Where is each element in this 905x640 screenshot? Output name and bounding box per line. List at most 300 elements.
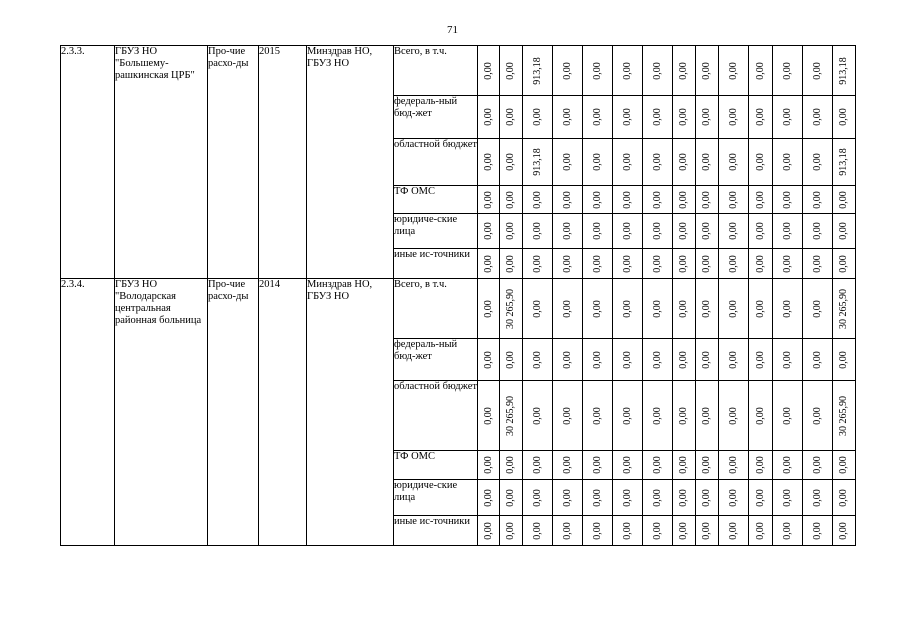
value-cell xyxy=(583,46,613,96)
value-cell xyxy=(500,96,523,139)
value-text: 0,00 xyxy=(727,190,739,209)
value-text: 0,00 xyxy=(505,190,516,209)
value-cell xyxy=(583,96,613,139)
value-text: 913,18 xyxy=(838,148,849,176)
value-text: 0,00 xyxy=(701,456,712,474)
value-text: 0,00 xyxy=(531,406,543,425)
value-cell xyxy=(719,186,749,214)
value-cell xyxy=(673,381,696,451)
value-cell xyxy=(749,249,773,279)
value-cell xyxy=(643,96,673,139)
value-text: 0,00 xyxy=(811,350,823,369)
value-text: 0,00 xyxy=(811,153,823,171)
value-text: 0,00 xyxy=(781,108,793,126)
value-text: 0,00 xyxy=(754,406,766,425)
value-text: 0,00 xyxy=(701,190,712,209)
value-text: 0,00 xyxy=(482,108,494,126)
value-text: 0,00 xyxy=(781,190,793,209)
value-text: 0,00 xyxy=(754,222,766,240)
value-text: 0,00 xyxy=(561,488,573,507)
value-cell xyxy=(803,480,833,516)
value-cell xyxy=(673,339,696,381)
value-text: 0,00 xyxy=(781,456,793,474)
item-code: 2.3.3. xyxy=(61,46,115,279)
value-text: 0,00 xyxy=(505,254,516,273)
value-text: 0,00 xyxy=(561,222,573,240)
value-text: 0,00 xyxy=(754,521,766,540)
value-cell xyxy=(833,339,856,381)
value-text: 0,00 xyxy=(621,521,633,540)
customer: Минздрав НО, ГБУЗ НО xyxy=(307,46,394,279)
value-text: 0,00 xyxy=(651,350,663,369)
value-cell xyxy=(613,46,643,96)
value-cell xyxy=(773,451,803,480)
value-cell xyxy=(719,46,749,96)
value-cell xyxy=(773,46,803,96)
value-cell xyxy=(553,249,583,279)
value-cell xyxy=(749,186,773,214)
value-text: 0,00 xyxy=(678,456,689,474)
value-text: 0,00 xyxy=(591,456,603,474)
value-cell xyxy=(643,46,673,96)
value-cell xyxy=(773,186,803,214)
value-text: 0,00 xyxy=(531,222,543,240)
value-cell xyxy=(833,480,856,516)
value-text: 0,00 xyxy=(505,222,516,240)
value-cell xyxy=(613,516,643,546)
value-cell xyxy=(673,186,696,214)
value-text: 0,00 xyxy=(651,521,663,540)
value-text: 0,00 xyxy=(754,488,766,507)
value-text: 0,00 xyxy=(621,299,633,318)
value-text: 0,00 xyxy=(591,406,603,425)
value-text: 0,00 xyxy=(754,190,766,209)
value-text: 0,00 xyxy=(531,254,543,273)
value-text: 0,00 xyxy=(505,61,516,80)
value-cell xyxy=(523,516,553,546)
value-text: 0,00 xyxy=(482,406,494,425)
value-cell xyxy=(583,381,613,451)
value-cell xyxy=(583,516,613,546)
value-cell xyxy=(553,451,583,480)
value-text: 0,00 xyxy=(621,153,633,171)
value-text: 0,00 xyxy=(505,153,516,171)
value-cell xyxy=(500,279,523,339)
value-cell xyxy=(803,249,833,279)
value-cell xyxy=(749,381,773,451)
value-text: 0,00 xyxy=(754,61,766,80)
value-cell xyxy=(523,186,553,214)
value-cell xyxy=(773,214,803,249)
value-cell xyxy=(696,46,719,96)
value-cell xyxy=(643,480,673,516)
value-text: 0,00 xyxy=(651,254,663,273)
value-text: 0,00 xyxy=(701,488,712,507)
value-text: 0,00 xyxy=(561,521,573,540)
value-cell xyxy=(643,516,673,546)
value-cell xyxy=(719,249,749,279)
value-cell xyxy=(833,381,856,451)
year: 2014 xyxy=(259,279,307,546)
value-cell xyxy=(553,279,583,339)
value-text: 0,00 xyxy=(561,299,573,318)
value-cell xyxy=(803,451,833,480)
value-text: 0,00 xyxy=(727,299,739,318)
value-cell xyxy=(478,516,500,546)
value-text: 0,00 xyxy=(561,456,573,474)
table-row xyxy=(61,46,856,96)
value-text: 0,00 xyxy=(505,350,516,369)
value-text: 0,00 xyxy=(701,254,712,273)
value-text: 0,00 xyxy=(591,254,603,273)
value-text: 0,00 xyxy=(651,190,663,209)
value-text: 0,00 xyxy=(781,299,793,318)
value-text: 0,00 xyxy=(727,153,739,171)
value-cell xyxy=(719,451,749,480)
value-cell xyxy=(643,249,673,279)
value-cell xyxy=(478,186,500,214)
value-cell xyxy=(696,186,719,214)
value-cell xyxy=(523,249,553,279)
value-text: 0,00 xyxy=(838,222,849,240)
value-text: 0,00 xyxy=(621,488,633,507)
value-cell xyxy=(613,279,643,339)
value-text: 0,00 xyxy=(678,61,689,80)
value-text: 0,00 xyxy=(838,254,849,273)
value-cell xyxy=(833,451,856,480)
value-text: 0,00 xyxy=(505,108,516,126)
value-cell xyxy=(523,139,553,186)
value-cell xyxy=(719,139,749,186)
value-cell xyxy=(583,214,613,249)
value-text: 0,00 xyxy=(754,350,766,369)
value-text: 0,00 xyxy=(591,108,603,126)
value-cell xyxy=(696,214,719,249)
value-text: 0,00 xyxy=(531,350,543,369)
value-text: 0,00 xyxy=(482,299,494,318)
value-text: 0,00 xyxy=(701,521,712,540)
value-text: 30 265,90 xyxy=(838,288,849,329)
value-cell xyxy=(583,480,613,516)
value-text: 0,00 xyxy=(811,456,823,474)
value-text: 0,00 xyxy=(727,488,739,507)
value-text: 0,00 xyxy=(781,350,793,369)
value-cell xyxy=(643,451,673,480)
value-text: 0,00 xyxy=(811,406,823,425)
value-cell xyxy=(553,516,583,546)
value-text: 0,00 xyxy=(754,108,766,126)
value-text: 30 265,90 xyxy=(838,395,849,436)
value-text: 0,00 xyxy=(561,350,573,369)
value-cell xyxy=(478,339,500,381)
value-cell xyxy=(833,139,856,186)
value-text: 0,00 xyxy=(701,61,712,80)
value-cell xyxy=(803,96,833,139)
value-cell xyxy=(523,381,553,451)
value-text: 0,00 xyxy=(754,153,766,171)
value-text: 0,00 xyxy=(651,299,663,318)
value-cell xyxy=(553,96,583,139)
value-cell xyxy=(833,279,856,339)
value-text: 0,00 xyxy=(781,406,793,425)
value-text: 0,00 xyxy=(678,406,689,425)
value-text: 0,00 xyxy=(651,456,663,474)
organization-name: ГБУЗ НО "Большему-рашкинская ЦРБ" xyxy=(115,46,208,279)
value-cell xyxy=(523,480,553,516)
value-text: 0,00 xyxy=(651,153,663,171)
value-cell xyxy=(583,279,613,339)
value-text: 913,18 xyxy=(531,148,543,176)
value-cell xyxy=(643,339,673,381)
value-cell xyxy=(773,249,803,279)
value-text: 0,00 xyxy=(811,521,823,540)
value-cell xyxy=(523,46,553,96)
value-text: 0,00 xyxy=(701,222,712,240)
value-text: 0,00 xyxy=(727,254,739,273)
value-text: 0,00 xyxy=(531,488,543,507)
value-text: 0,00 xyxy=(621,350,633,369)
value-cell xyxy=(500,139,523,186)
value-cell xyxy=(749,339,773,381)
value-text: 0,00 xyxy=(531,190,543,209)
value-cell xyxy=(613,214,643,249)
value-cell xyxy=(553,480,583,516)
value-cell xyxy=(773,96,803,139)
value-text: 0,00 xyxy=(482,521,494,540)
value-cell xyxy=(749,96,773,139)
value-text: 0,00 xyxy=(781,153,793,171)
value-text: 0,00 xyxy=(838,488,849,507)
value-cell xyxy=(803,339,833,381)
value-cell xyxy=(643,381,673,451)
value-text: 0,00 xyxy=(591,190,603,209)
table-row xyxy=(61,279,856,339)
value-cell xyxy=(749,451,773,480)
value-cell xyxy=(613,480,643,516)
item-code: 2.3.4. xyxy=(61,279,115,546)
value-cell xyxy=(696,516,719,546)
value-text: 0,00 xyxy=(727,406,739,425)
value-cell xyxy=(719,381,749,451)
value-cell xyxy=(613,381,643,451)
value-text: 0,00 xyxy=(531,299,543,318)
value-cell xyxy=(523,339,553,381)
value-cell xyxy=(719,516,749,546)
funding-source: иные ис-точники xyxy=(394,516,478,546)
value-text: 0,00 xyxy=(482,254,494,273)
value-text: 0,00 xyxy=(727,456,739,474)
value-cell xyxy=(749,46,773,96)
value-cell xyxy=(673,96,696,139)
budget-table xyxy=(60,45,856,546)
value-cell xyxy=(523,279,553,339)
value-cell xyxy=(478,279,500,339)
value-text: 0,00 xyxy=(591,521,603,540)
funding-source: ТФ ОМС xyxy=(394,186,478,214)
value-cell xyxy=(803,46,833,96)
value-text: 30 265,90 xyxy=(505,288,516,329)
value-text: 0,00 xyxy=(621,406,633,425)
value-cell xyxy=(833,46,856,96)
value-cell xyxy=(696,96,719,139)
value-cell xyxy=(696,381,719,451)
value-cell xyxy=(719,339,749,381)
value-text: 0,00 xyxy=(621,456,633,474)
value-cell xyxy=(523,214,553,249)
value-text: 0,00 xyxy=(727,61,739,80)
value-text: 0,00 xyxy=(754,254,766,273)
value-text: 0,00 xyxy=(561,108,573,126)
value-cell xyxy=(500,451,523,480)
value-cell xyxy=(613,96,643,139)
value-cell xyxy=(553,46,583,96)
expense-type: Про-чие расхо-ды xyxy=(208,46,259,279)
funding-source: юридиче-ские лица xyxy=(394,480,478,516)
value-text: 30 265,90 xyxy=(505,395,516,436)
customer: Минздрав НО, ГБУЗ НО xyxy=(307,279,394,546)
value-cell xyxy=(749,480,773,516)
expense-type: Про-чие расхо-ды xyxy=(208,279,259,546)
value-text: 0,00 xyxy=(811,61,823,80)
value-cell xyxy=(696,279,719,339)
value-cell xyxy=(478,480,500,516)
value-text: 0,00 xyxy=(678,254,689,273)
value-cell xyxy=(673,214,696,249)
value-cell xyxy=(696,480,719,516)
value-cell xyxy=(696,339,719,381)
value-text: 0,00 xyxy=(482,488,494,507)
value-text: 0,00 xyxy=(531,108,543,126)
value-text: 0,00 xyxy=(482,350,494,369)
value-text: 0,00 xyxy=(781,222,793,240)
value-text: 0,00 xyxy=(621,108,633,126)
value-text: 0,00 xyxy=(621,254,633,273)
value-text: 0,00 xyxy=(531,521,543,540)
value-text: 0,00 xyxy=(651,222,663,240)
value-cell xyxy=(500,480,523,516)
value-cell xyxy=(553,186,583,214)
value-cell xyxy=(803,214,833,249)
value-text: 0,00 xyxy=(678,153,689,171)
value-cell xyxy=(673,516,696,546)
value-cell xyxy=(523,451,553,480)
value-cell xyxy=(803,186,833,214)
value-cell xyxy=(673,279,696,339)
value-text: 0,00 xyxy=(678,350,689,369)
value-cell xyxy=(613,186,643,214)
value-cell xyxy=(478,46,500,96)
value-text: 0,00 xyxy=(591,222,603,240)
value-text: 913,18 xyxy=(531,56,543,85)
value-cell xyxy=(673,46,696,96)
value-text: 0,00 xyxy=(621,222,633,240)
value-cell xyxy=(478,139,500,186)
value-cell xyxy=(803,279,833,339)
value-text: 0,00 xyxy=(781,521,793,540)
value-cell xyxy=(773,279,803,339)
value-text: 0,00 xyxy=(838,456,849,474)
value-text: 0,00 xyxy=(781,254,793,273)
value-cell xyxy=(478,96,500,139)
value-text: 0,00 xyxy=(811,190,823,209)
value-cell xyxy=(500,339,523,381)
value-cell xyxy=(583,139,613,186)
value-cell xyxy=(643,214,673,249)
value-cell xyxy=(613,249,643,279)
value-text: 0,00 xyxy=(727,222,739,240)
value-text: 0,00 xyxy=(727,521,739,540)
value-cell xyxy=(719,480,749,516)
value-text: 0,00 xyxy=(838,521,849,540)
value-text: 0,00 xyxy=(781,488,793,507)
value-text: 913,18 xyxy=(838,56,849,85)
value-cell xyxy=(613,339,643,381)
value-text: 0,00 xyxy=(591,488,603,507)
value-cell xyxy=(773,381,803,451)
value-cell xyxy=(673,480,696,516)
value-cell xyxy=(643,279,673,339)
value-text: 0,00 xyxy=(811,254,823,273)
value-cell xyxy=(583,451,613,480)
value-cell xyxy=(833,249,856,279)
value-cell xyxy=(719,214,749,249)
value-text: 0,00 xyxy=(482,222,494,240)
value-text: 0,00 xyxy=(482,153,494,171)
value-text: 0,00 xyxy=(701,153,712,171)
value-text: 0,00 xyxy=(701,350,712,369)
year: 2015 xyxy=(259,46,307,279)
value-cell xyxy=(749,139,773,186)
funding-source: Всего, в т.ч. xyxy=(394,279,478,339)
organization-name: ГБУЗ НО "Володарская центральная районная больница xyxy=(115,279,208,546)
funding-source: областной бюджет xyxy=(394,139,478,186)
value-cell xyxy=(643,186,673,214)
value-cell xyxy=(673,249,696,279)
value-text: 0,00 xyxy=(754,456,766,474)
value-cell xyxy=(500,516,523,546)
value-text: 0,00 xyxy=(678,488,689,507)
value-text: 0,00 xyxy=(482,61,494,80)
value-text: 0,00 xyxy=(591,350,603,369)
value-cell xyxy=(696,139,719,186)
funding-source: иные ис-точники xyxy=(394,249,478,279)
value-text: 0,00 xyxy=(591,61,603,80)
value-text: 0,00 xyxy=(678,299,689,318)
value-text: 0,00 xyxy=(727,350,739,369)
value-cell xyxy=(673,139,696,186)
value-text: 0,00 xyxy=(651,108,663,126)
value-cell xyxy=(583,186,613,214)
value-text: 0,00 xyxy=(811,299,823,318)
value-cell xyxy=(803,381,833,451)
value-text: 0,00 xyxy=(561,61,573,80)
value-text: 0,00 xyxy=(561,406,573,425)
value-cell xyxy=(749,214,773,249)
funding-source: Всего, в т.ч. xyxy=(394,46,478,96)
funding-source: областной бюджет xyxy=(394,381,478,451)
value-cell xyxy=(583,339,613,381)
value-cell xyxy=(553,381,583,451)
value-text: 0,00 xyxy=(561,153,573,171)
value-text: 0,00 xyxy=(621,61,633,80)
value-text: 0,00 xyxy=(838,190,849,209)
value-cell xyxy=(553,339,583,381)
value-cell xyxy=(673,451,696,480)
funding-source: юридиче-ские лица xyxy=(394,214,478,249)
value-cell xyxy=(719,279,749,339)
value-text: 0,00 xyxy=(651,488,663,507)
value-cell xyxy=(749,279,773,339)
